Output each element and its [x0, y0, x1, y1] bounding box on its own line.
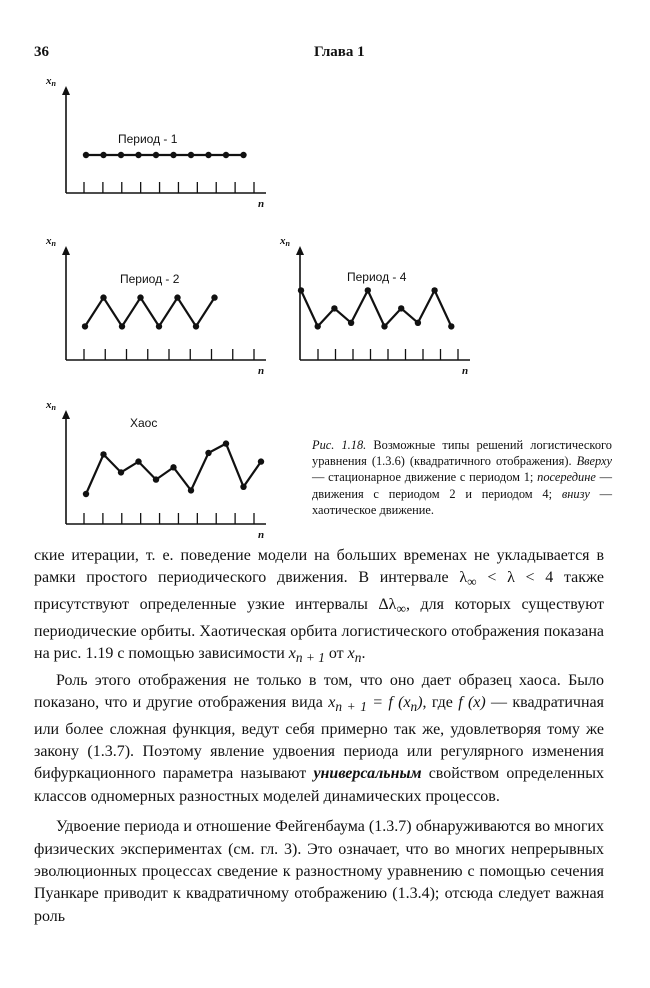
data-point [82, 323, 88, 329]
plot-chaos [45, 399, 266, 541]
p2-text-d: свойством определенных классов одномерных разностных моделей динамических процессов. [34, 765, 604, 805]
y-axis-sub: n [285, 239, 290, 248]
plot-period-1 [45, 75, 266, 210]
p2-formula-sub: n + 1 [335, 699, 367, 715]
p1-text-c: , для которых существуют периодические орбиты. Хаотическая орбита логистического отображения показана на рис. 1.19 с помощью зависимости [34, 596, 605, 662]
y-axis-label: xn [46, 235, 56, 248]
data-point [118, 152, 124, 158]
caption-bottom: внизу [561, 486, 590, 501]
p2-formula: x [328, 694, 336, 711]
p1-sub-2: ∞ [396, 601, 406, 617]
data-point [348, 320, 354, 326]
data-point [100, 152, 106, 158]
p1-from: от [324, 645, 348, 662]
caption-top: Вверху [576, 454, 612, 469]
plot-title: Хаос [130, 416, 158, 430]
data-point [188, 487, 194, 493]
data-point [135, 152, 141, 158]
p1-x2: x [347, 645, 355, 662]
plot-title: Период - 2 [120, 272, 180, 286]
x-axis-label: n [462, 365, 469, 377]
y-axis-arrow [62, 86, 70, 95]
chapter-title: Глава 1 [314, 44, 365, 60]
p2-text-b: , где [422, 694, 459, 711]
plot-title: Период - 4 [347, 270, 407, 284]
p1-x1-sub: n + 1 [295, 650, 325, 666]
plot-title: Период - 1 [118, 132, 178, 146]
y-axis-arrow [296, 246, 304, 255]
caption-text-1: Возможные типы решений логистического уравнения (1.3.6) (квадратичного отображения). [312, 438, 612, 469]
p2-eq: = f (x [366, 694, 411, 711]
p2-emph: универсальным [313, 765, 422, 783]
data-point [211, 294, 217, 300]
p2-text-a: Роль этого отображения не только в том, что оно дает образец хаоса. Было показано, что и другие отображения вида [34, 671, 604, 711]
p2-eq-sub: n [410, 699, 418, 715]
y-axis-sub: n [51, 79, 56, 88]
p1-text-a: ские итерации, т. е. поведение модели на больших временах не укладывается в рамки простого периодического движения. В интервале λ [34, 547, 604, 587]
caption-ref: Рис. 1.18. [312, 438, 367, 452]
data-point [398, 305, 404, 311]
p2-eq-end: ) [417, 694, 423, 711]
x-axis-label: n [258, 198, 265, 210]
data-point [100, 451, 106, 457]
p1-x1: x [288, 645, 296, 662]
data-point [205, 152, 211, 158]
y-axis-sub: n [51, 239, 56, 248]
page-number: 36 [34, 44, 49, 60]
data-point [258, 458, 264, 464]
data-point [83, 491, 89, 497]
data-point [156, 323, 162, 329]
data-point [170, 152, 176, 158]
data-point [298, 287, 304, 293]
data-point [315, 323, 321, 329]
data-point [153, 476, 159, 482]
plot-period-2 [45, 235, 266, 377]
data-point [170, 464, 176, 470]
data-point [431, 287, 437, 293]
data-point [365, 287, 371, 293]
data-point [240, 484, 246, 490]
y-axis-label: xn [46, 75, 56, 88]
data-point [415, 320, 421, 326]
caption-text-3: — движения с периодом 2 и периодом 4; [312, 470, 612, 501]
data-point [153, 152, 159, 158]
paragraph-3: Удвоение периода и отношение Фейгенбаума (1.3.7) обнаруживаются во многих физических экспериментах (см. гл. 3). Это означает, что во многих непрерывных эволюционных процессах сведение к разностному уравнению с помощью сечения Пуанкаре приводит к квадратичному отображению (1.3.4); отсюда следует важная роль [34, 818, 604, 925]
data-point [193, 323, 199, 329]
data-point [174, 294, 180, 300]
x-axis-label: n [258, 365, 265, 377]
plot-period-4 [279, 235, 470, 377]
data-point [205, 450, 211, 456]
data-point [188, 152, 194, 158]
data-point [381, 323, 387, 329]
y-axis-label: xn [46, 399, 56, 412]
data-point [135, 458, 141, 464]
body-text [34, 545, 604, 928]
data-point [331, 305, 337, 311]
data-point [240, 152, 246, 158]
caption-text-4: — хаотическое движение. [312, 486, 612, 517]
data-point [100, 294, 106, 300]
caption-middle: посередине [537, 470, 596, 485]
p1-sub: ∞ [467, 574, 477, 590]
series-line [85, 298, 215, 327]
paragraph-2 [34, 670, 604, 809]
y-axis-arrow [62, 410, 70, 419]
paragraph-1 [34, 545, 604, 670]
data-point [137, 294, 143, 300]
y-axis-label: xn [280, 235, 290, 248]
data-point [119, 323, 125, 329]
p2-text-c: — квадратичная или более сложная функция, ведут себя примерно так же, удовлетворяя тому же закону (1.3.7). Поэтому явление удвоения периода или регулярного изменения бифуркационного параметра называют [34, 694, 604, 783]
p1-x2-sub: n [354, 650, 362, 666]
x-axis-label: n [258, 529, 265, 541]
data-point [223, 440, 229, 446]
data-point [118, 469, 124, 475]
p2-fx: f (x) [458, 694, 486, 711]
data-point [223, 152, 229, 158]
data-point [448, 323, 454, 329]
series-line [301, 290, 451, 326]
y-axis-arrow [62, 246, 70, 255]
data-point [83, 152, 89, 158]
figure-caption [312, 437, 612, 518]
p1-end: . [361, 645, 366, 662]
y-axis-sub: n [51, 403, 56, 412]
p1-text-b: < λ < 4 также присутствуют определенные узкие интервалы Δλ [34, 569, 605, 613]
caption-text-2: — стационарное движение с периодом 1; [312, 470, 538, 485]
